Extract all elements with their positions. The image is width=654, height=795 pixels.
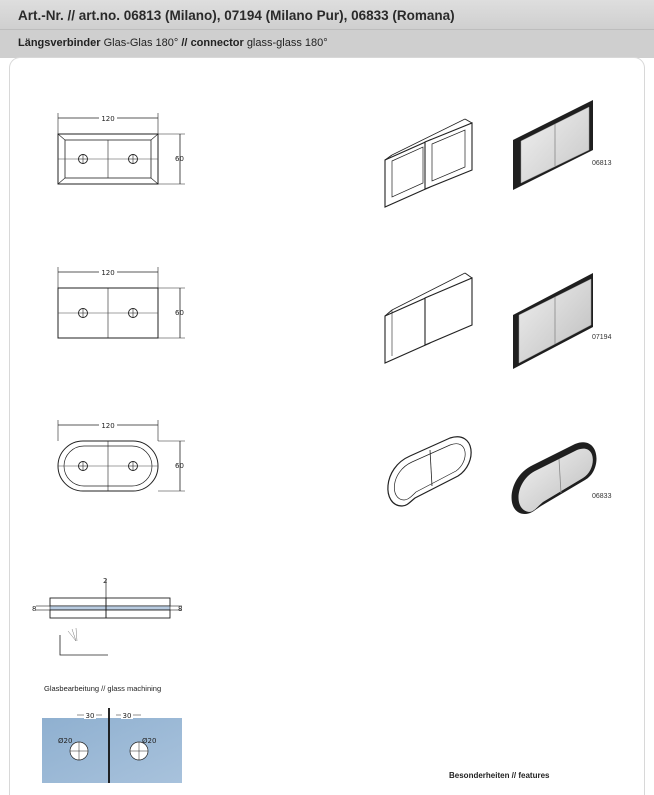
article-code: 06833: [592, 493, 612, 500]
gap-label: 2: [103, 577, 108, 585]
lineart-06813: [380, 115, 480, 215]
width-label: 120: [101, 269, 115, 277]
subtitle-en: glass-glass 180°: [246, 37, 328, 49]
drawing-07194: [45, 262, 195, 347]
subtitle-en-bold: connector: [190, 37, 244, 49]
subtitle-bar: [0, 30, 654, 58]
lineart-07194: [380, 268, 480, 368]
article-code: 06813: [592, 160, 612, 167]
offset-right-label: 30: [122, 712, 132, 720]
subtitle-de-bold: Längsverbinder: [18, 37, 101, 49]
page-subtitle: [18, 37, 328, 49]
drawing-06833: [45, 415, 195, 500]
width-label: 120: [101, 115, 115, 123]
subtitle-de: Glas-Glas 180°: [103, 37, 179, 49]
title-bar: [0, 0, 654, 30]
offset-left-label: 30: [85, 712, 95, 720]
height-label: 60: [175, 462, 184, 470]
glass-machining-caption: Glasbearbeitung // glass machining: [44, 684, 162, 693]
glass-machining-drawing: [34, 706, 194, 786]
article-code: 07194: [592, 334, 612, 341]
hole-right-label: Ø20: [142, 737, 157, 745]
drawing-06813: [45, 108, 195, 193]
width-label: 120: [101, 422, 115, 430]
features-heading: [449, 771, 549, 780]
features-label: Besonderheiten // features: [449, 771, 550, 780]
page-title: Art.-Nr. // art.no. 06813 (Milano), 07194 (Milano Pur), 06833 (Romana): [18, 8, 455, 23]
photo-06833: [505, 432, 600, 522]
height-label: 60: [175, 309, 184, 317]
photo-06813: [505, 95, 600, 195]
right-thickness-label: 8: [178, 605, 183, 613]
side-section-drawing: [30, 573, 190, 663]
hole-left-label: Ø20: [58, 737, 73, 745]
photo-07194: [505, 265, 600, 375]
lineart-06833: [380, 428, 480, 518]
height-label: 60: [175, 155, 184, 163]
subtitle-separator: //: [181, 37, 188, 49]
left-thickness-label: 8: [32, 605, 37, 613]
